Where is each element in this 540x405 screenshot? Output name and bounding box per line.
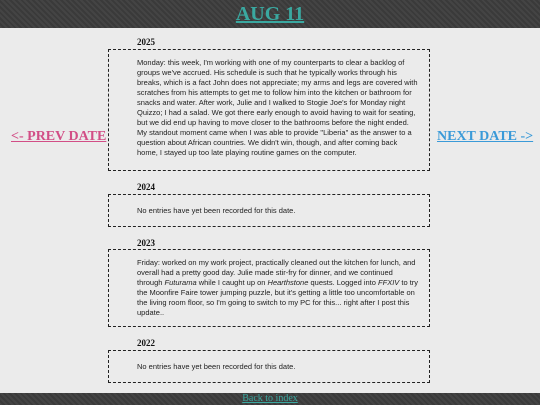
entry-text: No entries have yet been recorded for this date. xyxy=(137,206,296,215)
entry-text: while I caught up on xyxy=(196,278,268,287)
entry-box-2023 xyxy=(108,249,430,327)
back-to-index-link[interactable]: Back to index xyxy=(242,393,298,404)
year-heading-2022: 2022 xyxy=(137,338,155,348)
prev-date-link[interactable]: <- PREV DATE xyxy=(11,129,107,144)
year-heading-2025: 2025 xyxy=(137,37,155,47)
page-title: AUG 11 xyxy=(235,3,305,25)
game-title: FFXIV xyxy=(378,278,400,287)
entry-box-2025 xyxy=(108,49,430,171)
entry-text: Friday: worked on my work project, practically cleaned out the kitchen for lunch, and overall had a pretty good day. Julie made stir-fry for dinner, and we continued through xyxy=(137,258,416,287)
entry-text: Monday: this week, I'm working with one of my counterparts to clear a backlog of groups we've accrued. His schedule is such that he typically works through his breaks, which is a fact John does not appreciate; my arms and legs are covered with scratches from his attempts to get me to follow him into the kitchen or bathroom for snacks and water. After work, Julie and I walked to Stogie Joe's for Monday night Quizzo; I had a salad. We got there early enough to avoid having to wait for seating, but we did end up having to move closer to the bathrooms before the night ended. My standout moment came when I was able to provide "Liberia" as the answer to a question about African countries. We didn't win, though, and after coming back home, I stayed up too late playing routine games on the computer. xyxy=(137,58,418,157)
game-title: Hearthstone xyxy=(267,278,309,287)
entry-box-2024 xyxy=(108,194,430,227)
show-title: Futurama xyxy=(164,278,197,287)
year-heading-2024: 2024 xyxy=(137,182,155,192)
year-heading-2023: 2023 xyxy=(137,238,155,248)
entry-text: quests. Logged into xyxy=(308,278,379,287)
entry-box-2022 xyxy=(108,350,430,383)
entry-text: No entries have yet been recorded for this date. xyxy=(137,362,296,371)
entry-text: to try the Moonfire Faire tower jumping puzzle, but it's getting a little too uncomfortable on the living room floor, so I'm going to switch to my PC for this... right after I post this update.. xyxy=(137,278,419,317)
next-date-link[interactable]: NEXT DATE -> xyxy=(437,129,534,144)
